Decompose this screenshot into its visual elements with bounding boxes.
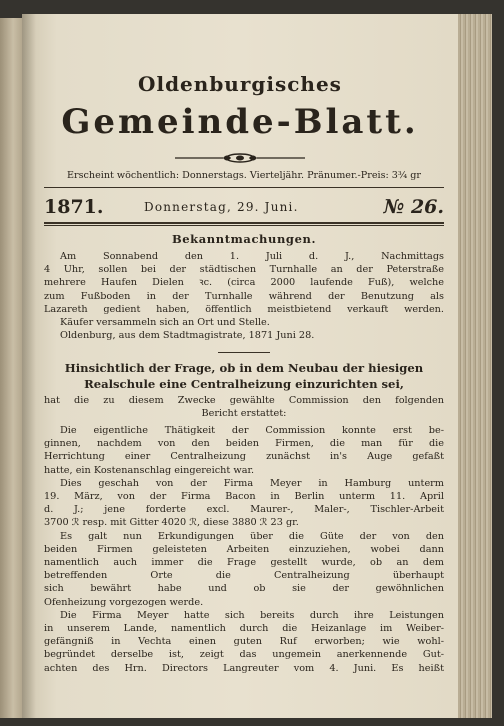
text-line: gefängniß in Vechta einen guten Ruf erworben; wie wohl- [44,636,444,648]
text-line: in unserem Lande, namentlich durch die Heizanlage im Weiber- [44,623,444,635]
text-line: mehrere Haufen Dielen ꝛc. (circa 2000 laufende Fuß), welche [44,277,444,289]
article-body [44,424,444,675]
text-line: hatte, ein Kostenanschlag eingereicht war. [44,464,255,476]
text-line: 19. März, von der Firma Bacon in Berlin unterm 11. April [44,491,444,503]
text-line: beiden Firmen geleisteten Arbeiten einzuziehen, wobei dann [44,543,444,555]
text-line: Bericht erstattet: [201,408,287,420]
section-title: Bekanntmachungen. [171,232,317,246]
divider [218,352,270,353]
text-line: Herrichtung einer Centralheizung zunächst in's Auge gefaßt [44,451,444,463]
text-line: begründet derselbe ist, zeigt das ungemein anerkennende Gut- [44,649,444,661]
text-line: Oldenburg, aus dem Stadtmagistrate, 1871 Juni 28. [60,330,315,342]
text-line: zum Fußboden in der Turnhalle während der Benutzung als [44,290,444,302]
newspaper-page [22,14,458,718]
divider [44,225,444,226]
issue-year: 1871. [44,196,104,218]
left-page-edge [0,18,22,718]
text-line: sich bewährt habe und ob sie der gewöhnlichen [44,583,444,595]
publication-info: Erscheint wöchentlich: Donnerstags. Vierteljähr. Pränumer.-Preis: 3¾ gr [67,170,421,181]
text-line: 4 Uhr, sollen bei der städtischen Turnhalle an der Peterstraße [44,264,444,276]
ornament-divider [22,150,458,164]
text-line: 3700 ℛ resp. mit Gitter 4020 ℛ, diese 3880 ℛ 23 gr. [44,517,299,529]
text-line: achten des Hrn. Directors Langreuter vom 4. Juni. Es heißt [44,662,444,674]
ornament-icon [175,151,305,165]
masthead-line-1: Oldenburgisches [138,72,342,96]
binding-shadow [22,14,36,718]
article-heading [44,360,444,392]
article-intro [44,394,444,420]
text-line: Die eigentliche Thätigkeit der Commission konnte erst be- [60,425,444,436]
divider [44,187,444,188]
text-line: betreffenden Orte die Centralheizung überhaupt [44,570,444,582]
text-line: hat die zu diesem Zwecke gewählte Commission den folgenden [44,395,444,406]
text-line: Käufer versammeln sich an Ort und Stelle. [60,317,270,329]
notice-paragraph [44,250,444,342]
heading-line: Realschule eine Centralheizung einzurichten sei, [84,377,404,391]
masthead-title: Gemeinde-Blatt. [61,102,419,142]
dateline [44,198,444,220]
text-line: Die Firma Meyer hatte sich bereits durch ihre Leistungen [60,609,444,621]
issue-date: Donnerstag, 29. Juni. [144,200,299,214]
divider [44,222,444,224]
issue-number: № 26. [383,196,444,218]
heading-line: Hinsichtlich der Frage, ob in dem Neubau der hiesigen [64,361,424,375]
text-line: ginnen, nachdem von den beiden Firmen, die man für die [44,438,444,450]
text-line: namentlich auch immer die Frage gestellt wurde, ob an dem [44,557,444,569]
text-line: Dies geschah von der Firma Meyer in Hamburg unterm [60,477,444,489]
text-line: Am Sonnabend den 1. Juli d. J., Nachmittags [60,251,444,262]
text-line: Lazareth gedient haben, öffentlich meistbietend verkauft werden. [44,303,444,315]
text-line: Ofenheizung vorgezogen werde. [44,596,204,608]
text-line: Es galt nun Erkundigungen über die Güte der von den [60,530,444,542]
page-stack-edge [458,14,492,718]
text-line: d. J.; jene forderte excl. Maurer-, Maler-, Tischler-Arbeit [44,504,444,516]
